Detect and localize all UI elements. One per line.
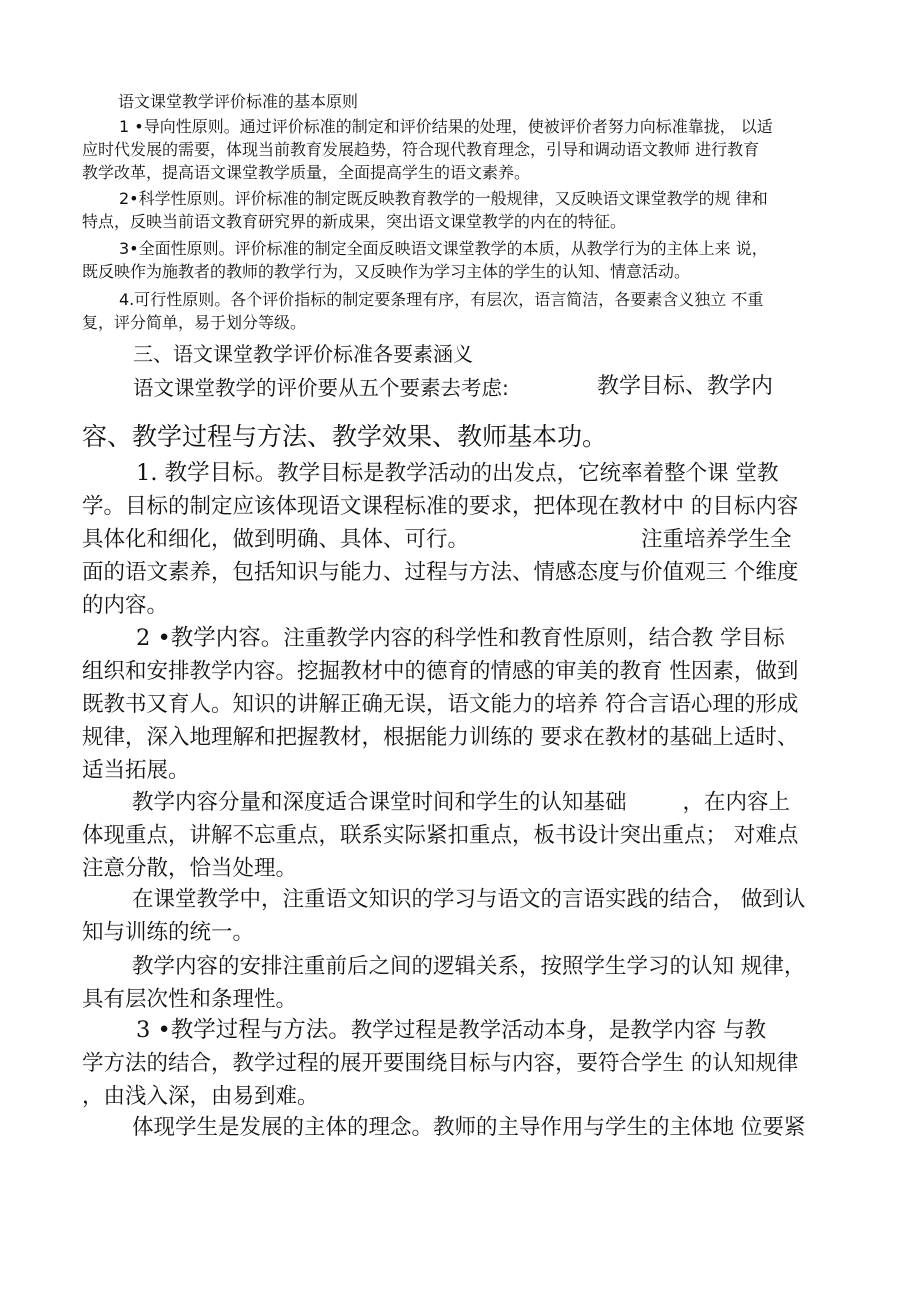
item-1-tail: 注重培养学生全: [641, 527, 792, 552]
text-line: 学。目标的制定应该体现语文课程标准的要求，把体现在教材中 的目标内容: [82, 494, 799, 519]
text-line: 4.可行性原则。各个评价指标的制定要条理有序，有层次，语言简洁，各要素含义独立 不重: [119, 290, 764, 309]
section-3-heading: 三、语文课堂教学评价标准各要素涵义: [133, 342, 473, 366]
text-line: 在课堂教学中，注重语文知识的学习与语文的言语实践的结合， 做到认: [132, 887, 806, 912]
item-2-lead: 2 •教学内容。: [136, 625, 284, 651]
item-1-first: 教学目标是教学活动的出发点，它统率着整个课 堂教: [277, 461, 779, 486]
item-3-process-method: [82, 1014, 798, 1113]
text-line: 1 •导向性原则。通过评价标准的制定和评价结果的处理，使被评价者努力向标准靠拢， 以适: [119, 117, 773, 136]
principle-feasibility-paragraph: [82, 288, 763, 334]
text-line: 既反映作为施教者的教师的教学行为，又反映作为学习主体的学生的认知、情意活动。: [82, 262, 691, 281]
intro-line-2: 容、教学过程与方法、教学效果、教师基本功。: [82, 422, 608, 451]
text-line: 应时代发展的需要，体现当前教育发展趋势，符合现代教育理念，引导和调动语文教师 进行教育: [82, 140, 760, 159]
item-2-first: 注重教学内容的科学性和教育性原则，结合教 学目标: [283, 626, 785, 651]
content-order-paragraph: [82, 950, 805, 1016]
text-line: ，由浅入深，由易到难。: [82, 1084, 319, 1109]
content-depth-tail: ，在内容上: [682, 790, 791, 815]
content-depth-paragraph: [82, 786, 798, 885]
student-subject-paragraph: [82, 1111, 805, 1144]
item-3-first: 教学过程是教学活动本身，是教学内容 与教: [350, 1018, 767, 1043]
item-3-lead: 3 •教学过程与方法。: [136, 1017, 351, 1043]
item-1-lead: 1. 教学目标。: [136, 460, 278, 486]
text-line: 2•科学性原则。评价标准的制定既反映教育教学的一般规律，又反映语文课堂教学的规 律和: [119, 189, 768, 208]
principle-scientific-paragraph: [82, 187, 768, 233]
intro-text: 语文课堂教学的评价要从五个要素去考虑:: [133, 376, 509, 400]
principle-comprehensive-paragraph: [82, 237, 768, 283]
text-line: 注意分散，恰当处理。: [82, 856, 298, 881]
text-line: 既教书又育人。知识的讲解正确无误，语文能力的培养 符合言语心理的形成: [82, 692, 799, 717]
text-line: 知与训练的统一。: [82, 920, 255, 945]
text-line: [82, 622, 798, 655]
text-line: 规律，深入地理解和把握教材，根据能力训练的 要求在教材的基础上适时、: [82, 725, 799, 750]
text-line: 的内容。: [82, 593, 169, 618]
content-depth-first: 教学内容分量和深度适合课堂时间和学生的认知基础: [132, 790, 627, 815]
principle-guidance-paragraph: [82, 115, 773, 184]
text-line: 特点，反映当前语文教育研究界的新成果，突出语文课堂教学的内在的特征。: [82, 212, 627, 231]
text-line: 3•全面性原则。评价标准的制定全面反映语文课堂教学的本质，从教学行为的主体上来 说，: [119, 239, 768, 258]
text-line: 复，评分简单，易于划分等级。: [82, 313, 307, 332]
text-line: 具体化和细化，做到明确、具体、可行。: [82, 527, 470, 552]
text-line: 教学内容的安排注重前后之间的逻辑关系，按照学生学习的认知 规律，: [132, 954, 806, 979]
intro-line-1: [133, 373, 509, 403]
classroom-practice-paragraph: [82, 883, 805, 949]
text-line: 教学改革，提高语文课堂教学质量，全面提高学生的语文素养。: [82, 163, 531, 182]
text-line: 具有层次性和条理性。: [82, 987, 298, 1012]
section-title: 语文课堂教学评价标准的基本原则: [118, 92, 359, 111]
text-line: 体现重点，讲解不忘重点，联系实际紧扣重点，板书设计突出重点； 对难点: [82, 823, 799, 848]
text-line: [82, 786, 798, 819]
text-line: 面的语文素养，包括知识与能力、过程与方法、情感态度与价值观三 个维度: [82, 560, 799, 585]
intro-elements-text: 教学目标、教学内: [597, 374, 774, 399]
text-line: 体现学生是发展的主体的理念。教师的主导作用与学生的主体地 位要紧: [132, 1115, 806, 1140]
text-line: [82, 1014, 798, 1047]
text-line: 组织和安排教学内容。挖掘教材中的德育的情感的审美的教育 性因素，做到: [82, 659, 799, 684]
text-line: [82, 457, 798, 490]
text-line: 学方法的结合，教学过程的展开要围绕目标与内容，要符合学生 的认知规律: [82, 1051, 799, 1076]
item-2-teaching-content: [82, 622, 798, 787]
text-line: 适当拓展。: [82, 758, 190, 783]
